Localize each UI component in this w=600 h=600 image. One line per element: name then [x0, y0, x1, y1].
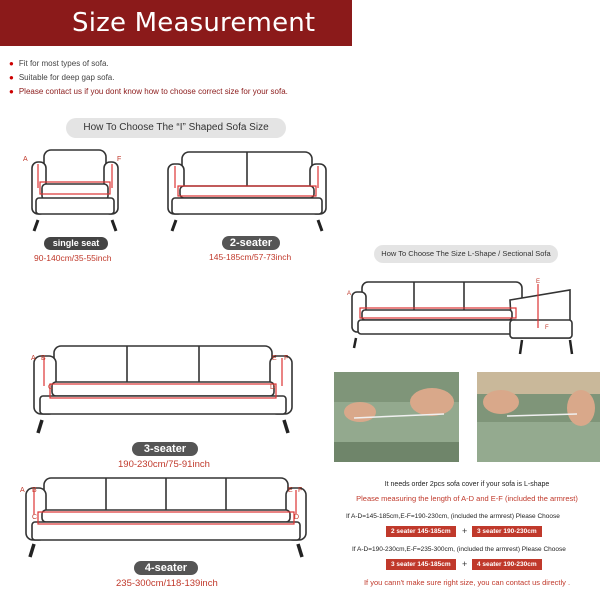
measuring-photo-left — [334, 372, 459, 462]
three-seater-sofa-drawing — [28, 340, 298, 435]
plus-sign: + — [462, 526, 468, 536]
contact-footer: If you cann't make sure right size, you can contact us directly . — [363, 578, 571, 587]
measure-instruction: Please measuring the length of A-D and E-F (included the armrest) — [356, 494, 578, 503]
measuring-photo-right — [477, 372, 600, 462]
letter-a-l: A — [347, 291, 352, 297]
option-two-text: If A-D=190-230cm,E-F=235-300cm, (included the armrest) Please Choose — [352, 546, 566, 553]
feature-item: ● Suitable for deep gap sofa. — [9, 73, 115, 82]
four-seater-label: 4-seater — [134, 561, 198, 575]
title-banner — [0, 0, 352, 46]
feature-list — [9, 57, 288, 99]
l-shape-sofa-drawing — [350, 276, 575, 361]
four-seater-sofa-drawing — [20, 474, 310, 559]
two-seater-sofa-drawing — [164, 148, 329, 233]
bullet-icon: ● — [9, 73, 14, 82]
letter-d-four: D — [294, 514, 300, 521]
plus-sign: + — [462, 559, 468, 569]
letter-e-four: E — [288, 487, 293, 494]
l-shape-note: It needs order 2pcs sofa cover if your sofa is L-shape — [384, 481, 550, 488]
bullet-icon: ● — [9, 87, 14, 96]
option-two-chip-b: 4 seater 190-230cm — [472, 559, 542, 570]
letter-f-l: F — [545, 325, 549, 331]
three-seater-size: 190-230cm/75-91inch — [118, 459, 210, 470]
feature-item: ● Fit for most types of sofa. — [9, 59, 109, 68]
contact-note: ● Please contact us if you dont know how to choose correct size for your sofa. — [9, 87, 288, 96]
two-seater-label: 2-seater — [222, 236, 280, 250]
l-shape-heading: How To Choose The Size L-Shape / Sectional Sofa — [374, 245, 558, 263]
letter-f-single: F — [117, 156, 122, 163]
three-seater-label: 3-seater — [132, 442, 198, 456]
option-one-chip-a: 2 seater 145-185cm — [386, 526, 456, 537]
letter-d-three: D — [270, 384, 276, 391]
letter-f-three: F — [284, 355, 289, 362]
bullet-icon: ● — [9, 59, 14, 68]
single-seat-sofa-drawing — [28, 148, 128, 233]
letter-c-four: C — [32, 514, 38, 521]
single-seat-size: 90-140cm/35-55inch — [34, 253, 112, 263]
option-two-chip-a: 3 seater 145-185cm — [386, 559, 456, 570]
letter-f-four: F — [298, 487, 303, 494]
page-title: Size Measurement — [72, 8, 316, 38]
letter-a-three: A — [31, 355, 36, 362]
letter-e-l: E — [536, 279, 541, 285]
letter-e-three: E — [272, 355, 277, 362]
four-seater-size: 235-300cm/118-139inch — [116, 578, 218, 589]
letter-b-four: B — [32, 487, 37, 494]
single-seat-label: single seat — [44, 237, 108, 250]
i-shape-heading: How To Choose The “I” Shaped Sofa Size — [66, 118, 286, 138]
two-seater-size: 145-185cm/57-73inch — [209, 252, 292, 262]
letter-b-three: B — [41, 355, 46, 362]
option-one-chip-b: 3 seater 190-230cm — [472, 526, 542, 537]
letter-a-single: A — [23, 156, 28, 163]
letter-c-three: C — [48, 384, 54, 391]
option-one-text: If A-D=145-185cm,E-F=190-230cm, (included the armrest) Please Choose — [346, 513, 560, 520]
letter-a-four: A — [20, 487, 25, 494]
